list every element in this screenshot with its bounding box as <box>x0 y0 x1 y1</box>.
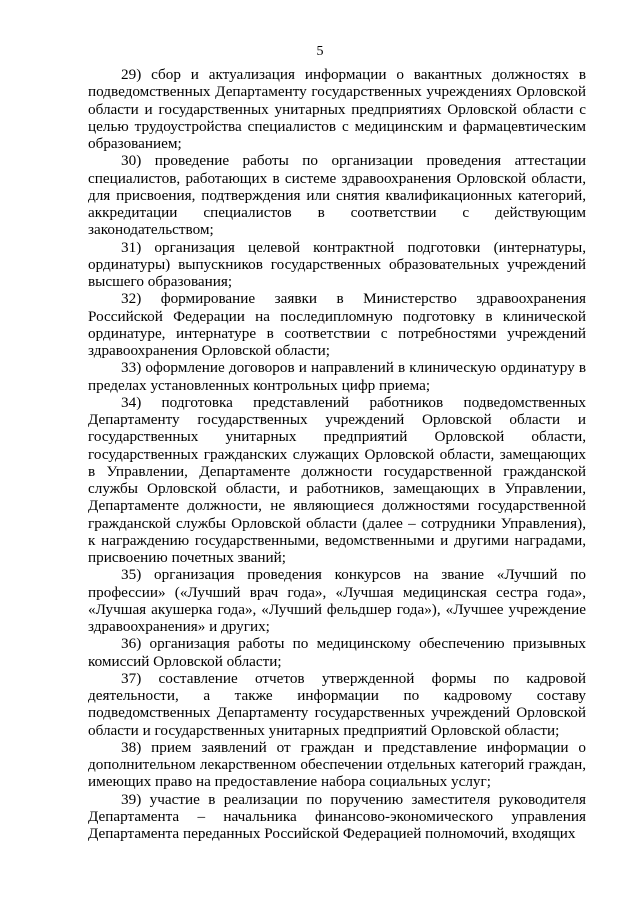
paragraph-38: 38) прием заявлений от граждан и представление информации о дополнительном лекарственном обеспечении отдельных категорий граждан, имеющих право на предоставление набора социальных услуг; <box>88 738 586 791</box>
document-body <box>88 66 586 842</box>
paragraph-29: 29) сбор и актуализация информации о вакантных должностях в подведомственных Департаменту государственных учреждениях Орловской области и государственных унитарных предприятиях Орловской области с целью трудоустройства специалистов с медицинским и фармацевтическим образованием; <box>88 66 586 152</box>
paragraph-35: 35) организация проведения конкурсов на звание «Лучший по профессии» («Лучший врач года», «Лучшая медицинская сестра года», «Лучшая акушерка года», «Лучший фельдшер года»), «Лучшее учреждение здравоохранения» и других; <box>88 566 586 635</box>
paragraph-31: 31) организация целевой контрактной подготовки (интернатуры, ординатуры) выпускников государственных образовательных учреждений высшего образования; <box>88 238 586 290</box>
paragraph-33: 33) оформление договоров и направлений в клиническую ординатуру в пределах установленных контрольных цифр приема; <box>88 359 586 394</box>
page-number: 5 <box>316 44 324 59</box>
paragraph-30: 30) проведение работы по организации проведения аттестации специалистов, работающих в системе здравоохранения Орловской области, для присвоения, подтверждения или снятия квалификационных категорий, аккредитации специалистов в соответствии с действующим законодательством; <box>88 152 586 239</box>
paragraph-39: 39) участие в реализации по поручению заместителя руководителя Департамента – начальника финансово-экономического управления Департамента переданных Российской Федерацией полномочий, входящих <box>88 790 586 842</box>
paragraph-32: 32) формирование заявки в Министерство здравоохранения Российской Федерации на последипломную подготовку в клинической ординатуре, интернатуре в соответствии с потребностями учреждений здравоохранения Орловской области; <box>88 290 586 359</box>
paragraph-36: 36) организация работы по медицинскому обеспечению призывных комиссий Орловской области; <box>88 635 586 670</box>
paragraph-37: 37) составление отчетов утвержденной формы по кадровой деятельности, а также информации по кадровому составу подведомственных Департаменту государственных учреждений Орловской области и государственных унитарных предприятий Орловской области; <box>88 669 586 739</box>
paragraph-34: 34) подготовка представлений работников подведомственных Департаменту государственных учреждений Орловской области и государственных унитарных предприятий Орловской области, государственных гражданских служащих Орловской области, замещающих в Управлении, Департаменте должности государственной гражданской службы Орловской области, и работников, замещающих в Управлении, Департаменте должности, не являющиеся должностями государственной гражданской службы Орловской области (далее – сотрудники Управления), к награждению государственными, ведомственными и другими наградами, присвоению почетных званий; <box>88 393 586 566</box>
